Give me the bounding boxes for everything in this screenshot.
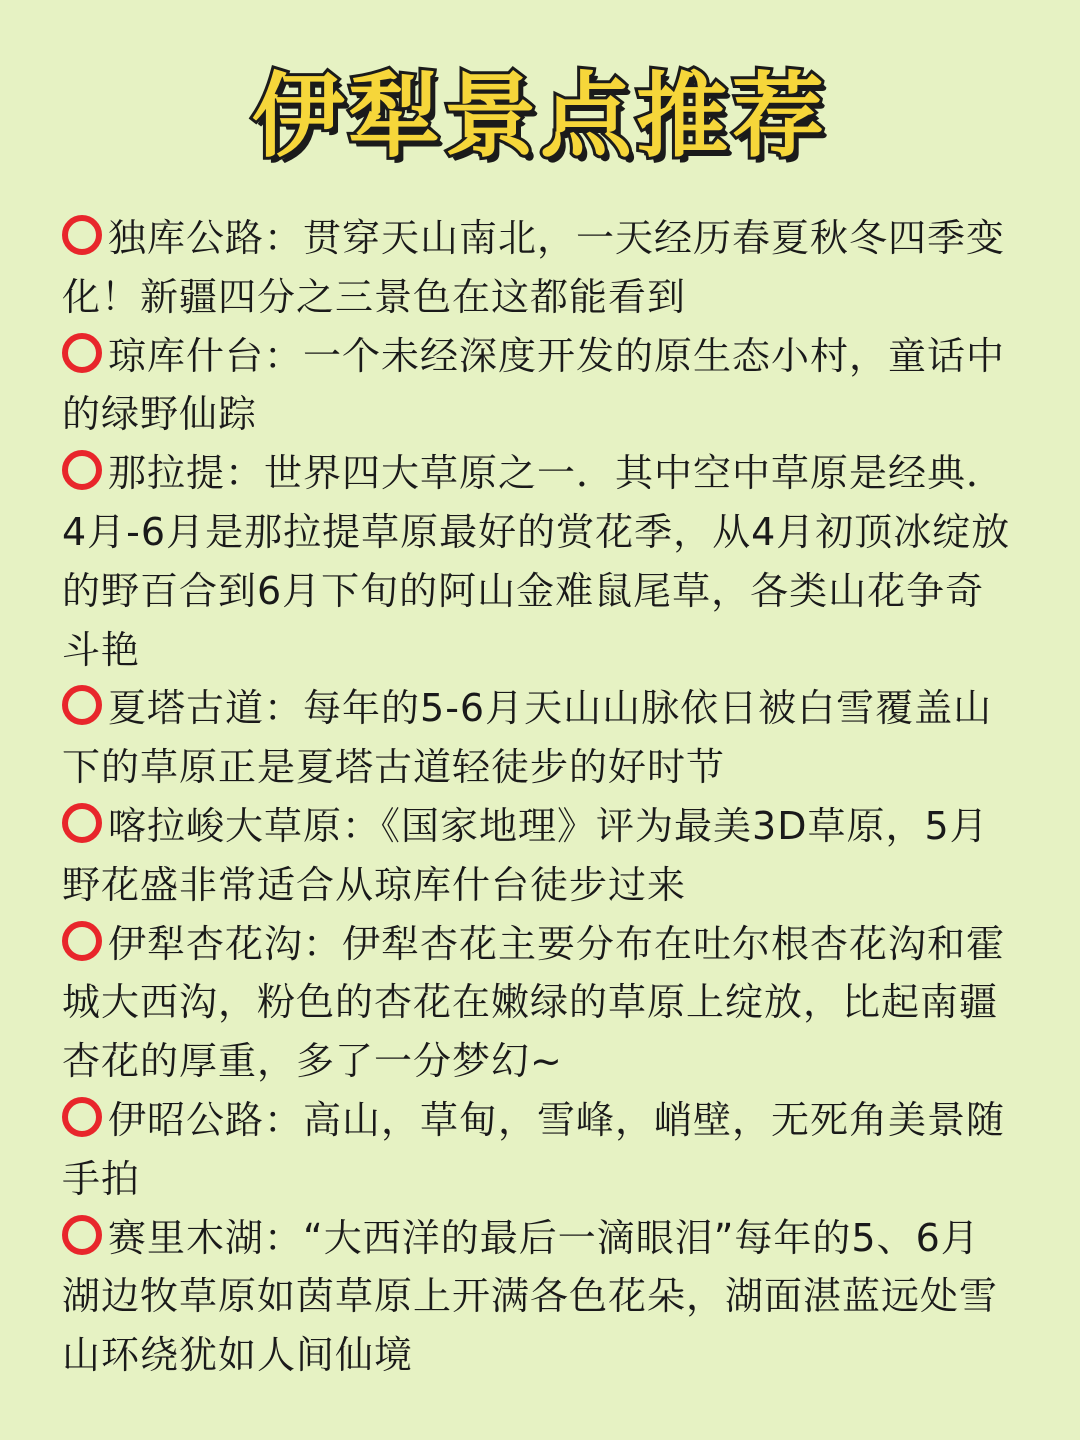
item-separator: ： — [342, 803, 382, 848]
list-item — [62, 444, 1012, 679]
item-separator: ： — [303, 921, 343, 966]
list-item — [62, 209, 1012, 327]
attraction-list — [62, 209, 1012, 1385]
red-circle-icon — [62, 1097, 102, 1137]
item-description: 《国家地理》评为最美3D草原，5月野花盛非常适合从琼库什台徒步过来 — [62, 803, 989, 907]
list-item — [62, 327, 1012, 445]
item-description: 高山，草甸，雪峰，峭壁，无死角美景随手拍 — [62, 1097, 1006, 1201]
red-circle-icon — [62, 333, 102, 373]
red-circle-icon — [62, 921, 102, 961]
red-circle-icon — [62, 450, 102, 490]
item-separator: ： — [264, 333, 304, 378]
item-name: 伊昭公路 — [108, 1097, 265, 1142]
red-circle-icon — [62, 215, 102, 255]
item-separator: ： — [264, 686, 304, 731]
red-circle-icon — [62, 685, 102, 725]
list-item — [62, 1209, 1012, 1385]
list-item — [62, 679, 1012, 797]
item-name: 那拉提 — [108, 451, 226, 496]
item-description: “大西洋的最后一滴眼泪”每年的5、6月湖边牧草原如茵草原上开满各色花朵，湖面湛蓝远处雪山环绕犹如人间仙境 — [62, 1215, 999, 1378]
item-name: 喀拉峻大草原 — [108, 803, 343, 848]
item-name: 琼库什台 — [108, 333, 265, 378]
item-name: 夏塔古道 — [108, 686, 265, 731]
item-description: 伊犁杏花主要分布在吐尔根杏花沟和霍城大西沟，粉色的杏花在嫩绿的草原上绽放，比起南疆杏花的厚重，多了一分梦幻~ — [62, 921, 1006, 1084]
item-name: 独库公路 — [108, 216, 265, 260]
item-description: 贯穿天山南北，一天经历春夏秋冬四季变化！新疆四分之三景色在这都能看到 — [62, 216, 1006, 319]
red-circle-icon — [62, 803, 102, 843]
item-description: 每年的5-6月天山山脉依日被白雪覆盖山下的草原正是夏塔古道轻徒步的好时节 — [62, 686, 993, 790]
item-separator: ： — [264, 1097, 304, 1142]
item-description: 一个未经深度开发的原生态小村，童话中的绿野仙踪 — [62, 333, 1006, 437]
list-item — [62, 915, 1012, 1091]
item-name: 赛里木湖 — [108, 1215, 265, 1260]
item-name: 伊犁杏花沟 — [108, 921, 304, 966]
page-title: 伊犁景点推荐 — [251, 63, 828, 170]
item-description: 世界四大草原之一．其中空中草原是经典．4月-6月是那拉提草原最好的赏花季，从4月初顶冰绽放的野百合到6月下旬的阿山金难鼠尾草，各类山花争奇斗艳 — [62, 451, 1011, 672]
item-separator: ： — [264, 1215, 304, 1260]
list-item — [62, 1091, 1012, 1209]
red-circle-icon — [62, 1215, 102, 1255]
item-separator: ： — [264, 216, 304, 260]
list-item — [62, 797, 1012, 915]
item-separator: ： — [225, 451, 265, 496]
